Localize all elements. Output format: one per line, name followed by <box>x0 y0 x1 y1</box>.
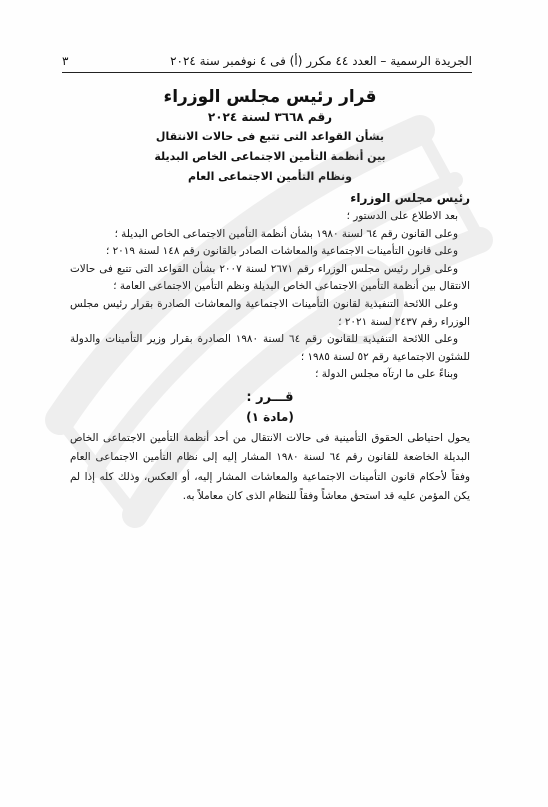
recital-text: وبناءً على ما ارتآه مجلس الدولة ؛ <box>315 368 458 381</box>
recital-text: وعلى قانون التأمينات الاجتماعية والمعاشات الصادر بالقانون رقم ١٤٨ لسنة ٢٠١٩ ؛ <box>105 245 458 258</box>
decree-subject-line: بين أنظمة التأمين الاجتماعى الخاص البديلة <box>154 150 386 163</box>
recital-paragraph <box>70 296 470 331</box>
document-body <box>70 86 470 507</box>
recital-paragraph <box>70 261 470 296</box>
recital-text: وعلى قرار رئيس مجلس الوزراء رقم ٢٦٧١ لسنة ٢٠٠٧ بشأن القواعد التى تتبع فى حالات الانتقال بين أنظمة التأمين الاجتماعى الخاص البديلة ونظم التأمين الاجتماعى العامة ؛ <box>70 262 470 293</box>
article-body: يحول احتياطى الحقوق التأمينية فى حالات الانتقال من أحد أنظمة التأمين الاجتماعى الخاص البديلة الخاضعة للقانون رقم ٦٤ لسنة ١٩٨٠ المشار إليه إلى نظام التأمين الاجتماعى العام وفقاً لأحكام قانون التأمينات الاجتماعية والمعاشات المشار إليه، أو العكس، وذلك كله إذا لم يكن المؤمن عليه قد استحق معاشاً وفقاً للنظام الذى كان معاملاً به. <box>70 431 471 503</box>
article-label: (مادة ١) <box>246 409 294 424</box>
decree-title: قرار رئيس مجلس الوزراء <box>163 87 377 107</box>
article-text <box>70 429 470 507</box>
page-number: ٣ <box>62 54 69 68</box>
recital-paragraph <box>70 366 470 384</box>
recital-text: وعلى اللائحة التنفيذية للقانون رقم ٦٤ لسنة ١٩٨٠ الصادرة بقرار وزير التأمينات والدولة للشئون الاجتماعية رقم ٥٢ لسنة ١٩٨٥ ؛ <box>70 333 470 363</box>
decision-label: قـــرر : <box>246 389 294 405</box>
recital-paragraph <box>70 226 470 244</box>
page-header <box>62 52 472 70</box>
decree-subject-line: ونظام التأمين الاجتماعى العام <box>188 170 352 183</box>
decree-subject-line: بشأن القواعد التى تتبع فى حالات الانتقال <box>155 130 385 143</box>
preamble-heading: رئيس مجلس الوزراء <box>350 191 470 205</box>
recital-paragraph <box>70 331 470 366</box>
recital-text: بعد الاطلاع على الدستور ؛ <box>346 210 458 222</box>
recital-text: وعلى اللائحة التنفيذية لقانون التأمينات الاجتماعية والمعاشات الصادرة بقرار رئيس مجلس الوزراء رقم ٢٤٣٧ لسنة ٢٠٢١ ؛ <box>70 297 470 328</box>
publication-info: الجريدة الرسمية – العدد ٤٤ مكرر (أ) فى ٤ نوفمبر سنة ٢٠٢٤ <box>170 54 472 68</box>
header-divider <box>62 72 472 73</box>
recital-paragraph <box>70 243 470 261</box>
decree-number: رقم ٣٦٦٨ لسنة ٢٠٢٤ <box>207 110 333 124</box>
recital-paragraph <box>70 208 470 226</box>
recital-text: وعلى القانون رقم ٦٤ لسنة ١٩٨٠ بشأن أنظمة التأمين الاجتماعى الخاص البديلة ؛ <box>114 227 458 240</box>
